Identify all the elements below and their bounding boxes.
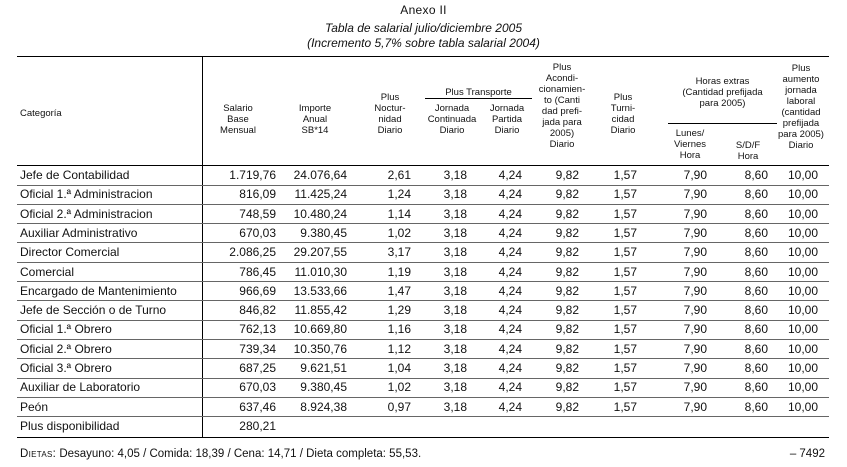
cell-sdf: 8,60 — [744, 206, 768, 221]
cell-turnicidad: 1,57 — [613, 264, 637, 279]
cell-sdf: 8,60 — [744, 341, 768, 356]
cell-turnicidad: 1,57 — [613, 322, 637, 337]
header-turnicidad-line: Plus — [613, 92, 633, 103]
cell-nocturnidad: 1,16 — [387, 322, 411, 337]
header-jornada-continuada-line: Diario — [439, 125, 465, 136]
cell-nocturnidad: 2,61 — [387, 168, 411, 182]
row-category: Plus disponibilidad — [20, 418, 120, 433]
header-categoria-line: Categoría — [20, 108, 62, 119]
row-category: Auxiliar Administrativo — [20, 225, 138, 240]
header-importe-anual-line: SB*14 — [301, 125, 329, 136]
header-horas-extras-group — [668, 76, 777, 109]
header-aumento-jornada — [776, 63, 826, 151]
cell-nocturnidad: 1,04 — [387, 361, 411, 375]
cell-jornada-continuada: 3,18 — [443, 322, 467, 337]
cell-acondicionamiento — [540, 417, 579, 436]
cell-nocturnidad: 1,02 — [387, 380, 411, 395]
header-jornada-partida — [483, 103, 531, 136]
allowances-footnote — [20, 448, 421, 460]
row-category: Oficial 2.ª Obrero — [20, 341, 112, 356]
cell-jornada-partida: 4,24 — [498, 283, 522, 298]
cell-importe: 11.855,42 — [294, 303, 347, 318]
cell-turnicidad: 1,57 — [613, 168, 637, 182]
header-importe-anual-line: Importe — [298, 103, 332, 114]
cell-acondicionamiento: 9,82 — [555, 187, 579, 202]
cell-salario: 816,09 — [239, 187, 276, 202]
cell-acondicionamiento: 9,82 — [555, 283, 579, 298]
cell-lunes-viernes: 7,90 — [683, 206, 707, 221]
header-turnicidad-line: Diario — [610, 125, 636, 136]
header-acondicionamiento-line: cionamien- — [538, 84, 586, 95]
table-row — [0, 301, 847, 320]
cell-salario: 670,03 — [239, 380, 276, 395]
header-horas-extras-group-line: (Cantidad prefijada — [682, 87, 763, 98]
cell-sdf: 8,60 — [744, 322, 768, 337]
cell-jornada-continuada: 3,18 — [443, 168, 467, 182]
cell-salario: 748,59 — [239, 206, 276, 221]
row-category: Peón — [20, 399, 49, 414]
cell-aumento: 10,00 — [787, 206, 818, 221]
header-nocturnidad-line: Diario — [377, 125, 403, 136]
header-acondicionamiento-line: Diario — [549, 139, 575, 150]
cell-nocturnidad: 1,12 — [387, 341, 411, 356]
cell-salario: 280,21 — [239, 418, 276, 433]
table-caption-line2: (Incremento 5,7% sobre tabla salarial 2004) — [307, 36, 540, 50]
cell-nocturnidad: 1,02 — [387, 225, 411, 240]
cell-jornada-continuada: 3,18 — [443, 361, 467, 375]
cell-acondicionamiento: 9,82 — [555, 264, 579, 279]
cell-aumento: 10,00 — [787, 361, 818, 375]
cell-aumento — [776, 417, 818, 436]
header-aumento-jornada-line: aumento — [782, 74, 820, 85]
cell-jornada-continuada: 3,18 — [443, 303, 467, 318]
header-aumento-jornada-line: Diario — [788, 140, 814, 151]
cell-turnicidad: 1,57 — [613, 341, 637, 356]
table-row — [0, 166, 847, 185]
cell-jornada-partida: 4,24 — [498, 322, 522, 337]
header-lunes-viernes-line: Lunes/ — [675, 128, 705, 139]
cell-nocturnidad: 1,24 — [387, 187, 411, 202]
cell-importe: 10.669,80 — [293, 322, 347, 337]
cell-importe: 9.380,45 — [300, 225, 347, 240]
table-row — [0, 378, 847, 397]
cell-importe: 13.533,66 — [293, 283, 347, 298]
cell-importe: 11.010,30 — [294, 264, 347, 279]
header-transporte-group-line: Plus Transporte — [445, 87, 512, 98]
header-aumento-jornada-line: Plus — [791, 63, 811, 74]
table-row — [0, 359, 847, 378]
row-category: Jefe de Sección o de Turno — [20, 303, 167, 318]
cell-jornada-partida: 4,24 — [498, 380, 522, 395]
cell-lunes-viernes: 7,90 — [683, 341, 707, 356]
header-sdf — [728, 140, 768, 162]
cell-sdf: 8,60 — [744, 168, 768, 182]
cell-jornada-continuada: 3,18 — [443, 399, 467, 414]
cell-sdf: 8,60 — [744, 399, 768, 414]
cell-lunes-viernes: 7,90 — [683, 264, 707, 279]
cell-lunes-viernes: 7,90 — [683, 187, 707, 202]
cell-acondicionamiento: 9,82 — [555, 322, 579, 337]
header-turnicidad — [600, 92, 646, 136]
header-aumento-jornada-line: laboral — [786, 96, 816, 107]
cell-salario: 762,13 — [239, 322, 276, 337]
row-category: Oficial 3.ª Obrero — [20, 361, 112, 375]
header-acondicionamiento-line: dad prefi- — [541, 106, 583, 117]
cell-lunes-viernes: 7,90 — [683, 361, 707, 375]
cell-sdf: 8,60 — [744, 245, 768, 260]
cell-jornada-continuada: 3,18 — [443, 341, 467, 356]
cell-acondicionamiento: 9,82 — [555, 245, 579, 260]
cell-salario: 637,46 — [239, 399, 276, 414]
cell-lunes-viernes: 7,90 — [683, 245, 707, 260]
cell-jornada-partida: 4,24 — [498, 264, 522, 279]
header-horas-extras-group-line: para 2005) — [699, 98, 746, 109]
cell-jornada-continuada — [430, 417, 467, 436]
header-jornada-partida-line: Diario — [494, 125, 520, 136]
cell-lunes-viernes: 7,90 — [683, 168, 707, 182]
header-lunes-viernes-line: Viernes — [673, 139, 707, 150]
cell-turnicidad: 1,57 — [613, 245, 637, 260]
cell-acondicionamiento: 9,82 — [555, 225, 579, 240]
table-bottom-rule — [17, 437, 829, 438]
cell-jornada-continuada: 3,18 — [443, 206, 467, 221]
cell-aumento: 10,00 — [787, 225, 818, 240]
cell-sdf: 8,60 — [744, 264, 768, 279]
header-salario-base — [210, 103, 266, 136]
allowances-label: Dietas: — [20, 448, 57, 460]
cell-jornada-continuada: 3,18 — [443, 187, 467, 202]
cell-sdf: 8,60 — [744, 283, 768, 298]
page-number: – 7492 — [789, 448, 825, 460]
header-acondicionamiento — [534, 62, 590, 150]
header-importe-anual — [285, 103, 345, 136]
cell-turnicidad: 1,57 — [613, 225, 637, 240]
header-jornada-partida-line: Jornada — [489, 103, 525, 114]
cell-aumento: 10,00 — [787, 341, 818, 356]
header-turnicidad-line: cidad — [611, 114, 635, 125]
cell-aumento: 10,00 — [787, 264, 818, 279]
cell-nocturnidad: 1,19 — [387, 264, 411, 279]
header-lunes-viernes — [665, 128, 715, 161]
transport-group-rule — [425, 98, 532, 99]
header-acondicionamiento-line: Plus — [552, 62, 572, 73]
cell-jornada-continuada: 3,18 — [443, 225, 467, 240]
cell-aumento: 10,00 — [787, 399, 818, 414]
row-category: Oficial 1.ª Administracion — [20, 187, 153, 202]
row-category: Oficial 2.ª Administracion — [20, 206, 153, 221]
table-row — [0, 340, 847, 359]
cell-salario: 1.719,76 — [229, 168, 276, 182]
cell-lunes-viernes: 7,90 — [683, 225, 707, 240]
cell-jornada-partida: 4,24 — [498, 225, 522, 240]
cell-sdf: 8,60 — [744, 187, 768, 202]
row-category: Jefe de Contabilidad — [20, 168, 130, 182]
cell-jornada-partida: 4,24 — [498, 206, 522, 221]
cell-turnicidad: 1,57 — [613, 187, 637, 202]
cell-turnicidad: 1,57 — [613, 303, 637, 318]
cell-nocturnidad: 1,14 — [387, 206, 411, 221]
cell-jornada-partida — [490, 417, 522, 436]
cell-aumento: 10,00 — [787, 322, 818, 337]
cell-nocturnidad: 3,17 — [387, 245, 411, 260]
cell-acondicionamiento: 9,82 — [555, 341, 579, 356]
cell-nocturnidad — [370, 417, 411, 436]
cell-importe: 29.207,55 — [293, 245, 347, 260]
cell-salario: 2.086,25 — [229, 245, 276, 260]
row-category: Comercial — [20, 264, 75, 279]
cell-lunes-viernes: 7,90 — [683, 303, 707, 318]
cell-jornada-continuada: 3,18 — [443, 283, 467, 298]
header-aumento-jornada-line: prefijada — [782, 118, 820, 129]
cell-acondicionamiento: 9,82 — [555, 206, 579, 221]
cell-acondicionamiento: 9,82 — [555, 361, 579, 375]
cell-acondicionamiento: 9,82 — [555, 399, 579, 414]
cell-aumento: 10,00 — [787, 168, 818, 182]
cell-jornada-partida: 4,24 — [498, 168, 522, 182]
header-salario-base-line: Base — [227, 114, 249, 125]
header-top-rule — [17, 56, 829, 57]
cell-lunes-viernes: 7,90 — [683, 380, 707, 395]
cell-salario: 670,03 — [239, 225, 276, 240]
table-caption-line1: Tabla de salarial julio/diciembre 2005 — [324, 21, 522, 35]
table-row — [0, 398, 847, 417]
header-transporte-group — [425, 87, 532, 98]
cell-turnicidad: 1,57 — [613, 206, 637, 221]
cell-aumento: 10,00 — [787, 283, 818, 298]
cell-turnicidad: 1,57 — [613, 361, 637, 375]
table-row — [0, 224, 847, 243]
annex-title: Anexo II — [400, 3, 447, 17]
table-row — [0, 417, 847, 436]
cell-jornada-continuada: 3,18 — [443, 264, 467, 279]
cell-importe: 9.621,51 — [300, 361, 347, 375]
header-salario-base-line: Mensual — [220, 125, 256, 136]
table-row — [0, 282, 847, 301]
header-nocturnidad — [368, 92, 412, 136]
cell-jornada-continuada: 3,18 — [443, 380, 467, 395]
cell-acondicionamiento: 9,82 — [555, 168, 579, 182]
cell-sdf: 8,60 — [744, 380, 768, 395]
header-aumento-jornada-line: (cantidad — [781, 107, 821, 118]
header-aumento-jornada-line: jornada — [785, 85, 817, 96]
cell-lunes-viernes: 7,90 — [683, 399, 707, 414]
table-row — [0, 320, 847, 339]
cell-importe: 24.076,64 — [293, 168, 347, 182]
cell-sdf: 8,60 — [744, 225, 768, 240]
cell-turnicidad: 1,57 — [613, 380, 637, 395]
cell-salario: 739,34 — [239, 341, 276, 356]
cell-importe: 9.380,45 — [300, 380, 347, 395]
cell-nocturnidad: 1,47 — [387, 283, 411, 298]
cell-sdf: 8,60 — [744, 361, 768, 375]
cell-lunes-viernes: 7,90 — [683, 322, 707, 337]
cell-aumento: 10,00 — [787, 380, 818, 395]
header-nocturnidad-line: Plus — [380, 92, 400, 103]
header-jornada-partida-line: Partida — [491, 114, 523, 125]
cell-salario: 786,45 — [239, 264, 276, 279]
allowances-text: Desayuno: 4,05 / Comida: 18,39 / Cena: 14,71 / Dieta completa: 55,53. — [56, 448, 422, 460]
header-salario-base-line: Salario — [223, 103, 253, 114]
header-jornada-continuada — [424, 103, 480, 136]
row-category: Encargado de Mantenimiento — [20, 283, 177, 298]
row-category: Oficial 1.ª Obrero — [20, 322, 112, 337]
table-row — [0, 205, 847, 224]
cell-importe: 8.924,38 — [300, 399, 347, 414]
cell-sdf — [728, 417, 768, 436]
cell-sdf: 8,60 — [744, 303, 768, 318]
cell-lunes-viernes — [668, 417, 707, 436]
cell-jornada-partida: 4,24 — [498, 245, 522, 260]
header-jornada-continuada-line: Jornada — [434, 103, 470, 114]
header-sdf-line: S/D/F — [735, 140, 761, 151]
cell-lunes-viernes: 7,90 — [683, 283, 707, 298]
header-jornada-continuada-line: Continuada — [427, 114, 477, 125]
header-acondicionamiento-line: jada para — [542, 117, 582, 128]
header-nocturnidad-line: Noctur- — [374, 103, 406, 114]
cell-importe: 10.350,76 — [293, 341, 347, 356]
cell-importe — [276, 417, 347, 436]
cell-jornada-partida: 4,24 — [498, 187, 522, 202]
header-acondicionamiento-line: to (Canti — [544, 95, 580, 106]
cell-turnicidad: 1,57 — [613, 399, 637, 414]
table-row — [0, 243, 847, 262]
cell-jornada-continuada: 3,18 — [443, 245, 467, 260]
row-category: Director Comercial — [20, 245, 120, 260]
header-acondicionamiento-line: 2005) — [549, 128, 575, 139]
header-categoria — [20, 108, 140, 119]
cell-aumento: 10,00 — [787, 245, 818, 260]
table-row — [0, 263, 847, 282]
cell-nocturnidad: 1,29 — [387, 303, 411, 318]
header-lunes-viernes-line: Hora — [679, 150, 701, 161]
cell-salario: 687,25 — [239, 361, 276, 375]
cell-importe: 11.425,24 — [294, 187, 347, 202]
cell-turnicidad: 1,57 — [613, 283, 637, 298]
header-turnicidad-line: Turni- — [610, 103, 636, 114]
overtime-group-rule — [668, 123, 777, 124]
cell-jornada-partida: 4,24 — [498, 399, 522, 414]
cell-acondicionamiento: 9,82 — [555, 380, 579, 395]
cell-importe: 10.480,24 — [293, 206, 347, 221]
header-importe-anual-line: Anual — [302, 114, 328, 125]
cell-aumento: 10,00 — [787, 303, 818, 318]
cell-salario: 846,82 — [239, 303, 276, 318]
row-category: Auxiliar de Laboratorio — [20, 380, 141, 395]
header-acondicionamiento-line: Acondi- — [545, 73, 579, 84]
cell-jornada-partida: 4,24 — [498, 303, 522, 318]
header-aumento-jornada-line: para 2005) — [778, 129, 824, 140]
table-row — [0, 185, 847, 204]
cell-acondicionamiento: 9,82 — [555, 303, 579, 318]
cell-jornada-partida: 4,24 — [498, 341, 522, 356]
cell-jornada-partida: 4,24 — [498, 361, 522, 375]
header-sdf-line: Hora — [737, 151, 759, 162]
cell-turnicidad — [600, 417, 637, 436]
cell-aumento: 10,00 — [787, 187, 818, 202]
header-nocturnidad-line: nidad — [378, 114, 402, 125]
header-horas-extras-group-line: Horas extras — [695, 76, 750, 87]
cell-nocturnidad: 0,97 — [387, 399, 411, 414]
cell-salario: 966,69 — [239, 283, 276, 298]
